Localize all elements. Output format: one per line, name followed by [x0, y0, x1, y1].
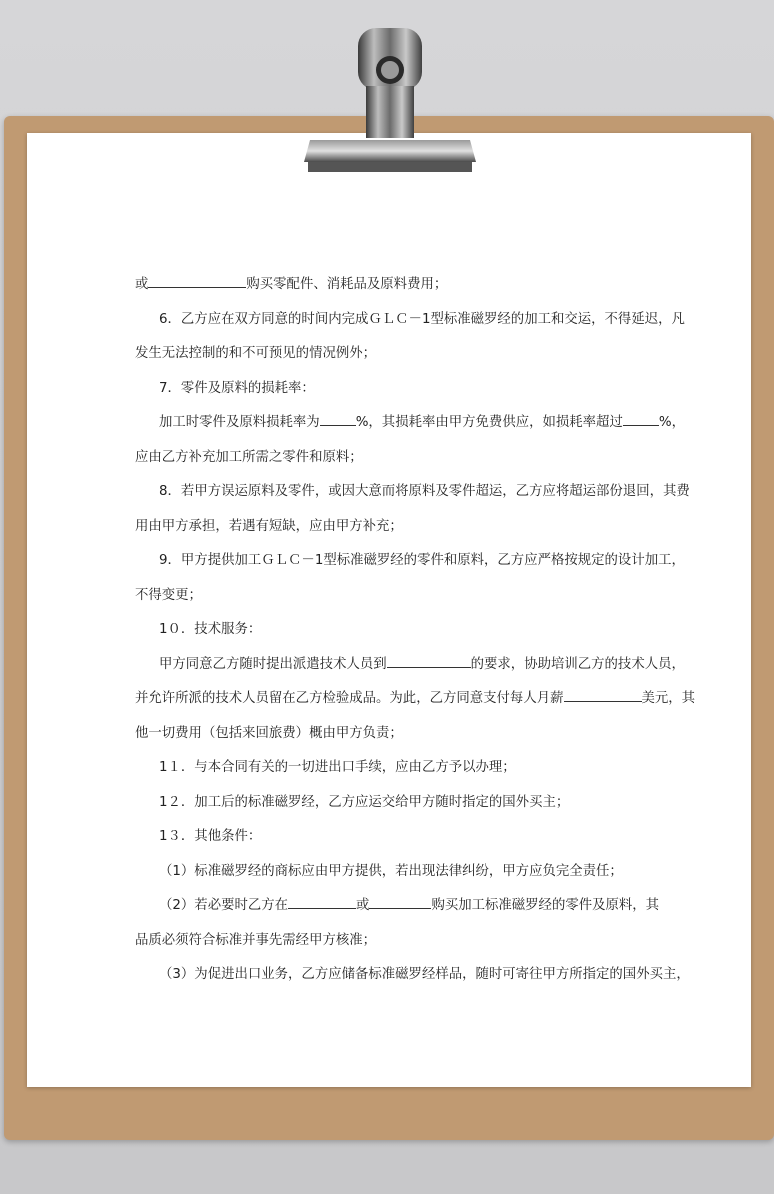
text-line: [135, 544, 685, 579]
text-line: [135, 268, 645, 303]
fill-in-blank: [564, 684, 642, 702]
text-segment: （1）标准磁罗经的商标应由甲方提供，若出现法律纠纷，甲方应负完全责任；: [159, 863, 623, 879]
text-segment: 或: [135, 277, 149, 292]
text-segment: 9．甲方提供加工ＧＬＣ－1型标准磁罗经的零件和原料，乙方应严格按规定的设计加工，: [159, 553, 685, 568]
contract-text: [135, 268, 696, 993]
text-segment: 美元，其: [641, 691, 696, 706]
text-segment: 1０．技术服务：: [159, 622, 262, 637]
text-line: [135, 441, 645, 476]
text-segment: 6．乙方应在双方同意的时间内完成ＧＬＣ－1型标准磁罗经的加工和交运，不得延迟，凡: [159, 311, 685, 327]
text-segment: 发生无法控制的和不可预见的情况例外；: [135, 346, 377, 361]
text-line: [135, 855, 645, 890]
text-segment: %，其损耗率由甲方免费供应，如损耗率超过: [355, 415, 623, 430]
text-line: [135, 717, 645, 752]
text-line: [135, 820, 645, 855]
text-segment: 或: [356, 898, 370, 913]
text-segment: 1３．其他条件：: [159, 829, 262, 844]
text-segment: 7．零件及原料的损耗率：: [159, 380, 315, 396]
text-line: [135, 751, 645, 786]
text-line: [135, 475, 690, 510]
text-segment: 应由乙方补充加工所需之零件和原料；: [135, 449, 363, 465]
fill-in-blank: [148, 270, 246, 288]
text-line: [135, 682, 696, 717]
text-segment: 的要求，协助培训乙方的技术人员，: [470, 656, 685, 672]
fill-in-blank: [369, 891, 431, 909]
text-segment: 1１．与本合同有关的一切进出口手续，应由乙方予以办理；: [159, 760, 516, 775]
text-segment: 8．若甲方误运原料及零件，或因大意而将原料及零件超运，乙方应将超运部份退回，其费: [159, 484, 690, 499]
text-segment: （2）若必要时乙方在: [159, 898, 289, 913]
fill-in-blank: [623, 408, 659, 426]
text-segment: 用由甲方承担，若遇有短缺，应由甲方补充；: [135, 518, 403, 534]
text-line: [135, 613, 645, 648]
text-segment: %，: [658, 415, 685, 430]
text-segment: 加工时零件及原料损耗率为: [159, 415, 320, 430]
fill-in-blank: [387, 650, 471, 668]
text-line: [135, 406, 685, 441]
text-line: [135, 924, 645, 959]
text-line: [135, 372, 645, 407]
fill-in-blank: [320, 408, 356, 426]
text-line: [135, 648, 685, 683]
text-line: [135, 579, 645, 614]
text-segment: 不得变更；: [135, 587, 202, 603]
text-line: [135, 303, 685, 338]
text-segment: 甲方同意乙方随时提出派遣技术人员到: [159, 656, 387, 672]
text-line: [135, 510, 645, 545]
text-line: [135, 958, 690, 993]
text-segment: 购买零配件、消耗品及原料费用；: [246, 277, 448, 292]
text-segment: 并允许所派的技术人员留在乙方检验成品。为此，乙方同意支付每人月薪: [135, 691, 564, 706]
text-line: [135, 786, 645, 821]
text-line: [135, 337, 645, 372]
text-segment: 他一切费用（包括来回旅费）概由甲方负责；: [135, 725, 403, 741]
text-line: [135, 889, 660, 924]
binder-clip-icon: [300, 26, 480, 178]
text-segment: （3）为促进出口业务，乙方应储备标准磁罗经样品，随时可寄往甲方所指定的国外买主，: [159, 967, 690, 982]
fill-in-blank: [288, 891, 356, 909]
text-segment: 1２．加工后的标准磁罗经，乙方应运交给甲方随时指定的国外买主；: [159, 794, 570, 810]
text-segment: 品质必须符合标准并事先需经甲方核准；: [135, 932, 377, 948]
text-segment: 购买加工标准磁罗经的零件及原料，其: [431, 898, 660, 913]
